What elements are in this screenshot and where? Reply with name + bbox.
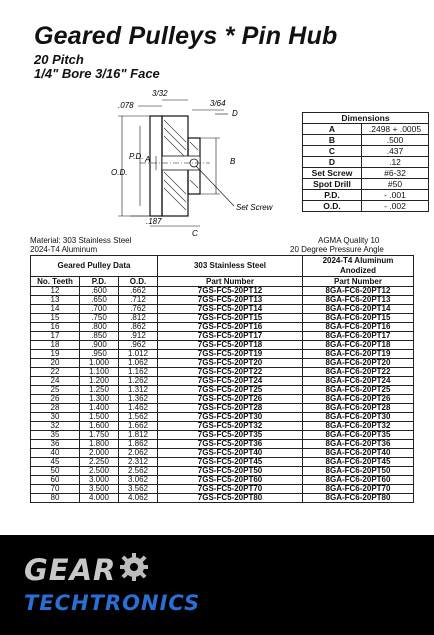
steel-part-cell: 7GS-FC5-20PT28	[158, 404, 303, 413]
dimension-row	[303, 124, 429, 135]
pd-cell: .750	[80, 314, 119, 323]
steel-part-cell: 7GS-FC5-20PT15	[158, 314, 303, 323]
dimension-key: C	[303, 146, 362, 157]
aluminum-part-cell: 8GA-FC6-20PT22	[303, 368, 414, 377]
pd-cell: 1.250	[80, 386, 119, 395]
table-row	[31, 494, 414, 503]
teeth-cell: 13	[31, 296, 80, 305]
teeth-cell: 45	[31, 458, 80, 467]
dimension-key: Spot Drill	[303, 179, 362, 190]
steel-part-cell: 7GS-FC5-20PT40	[158, 449, 303, 458]
teeth-cell: 25	[31, 386, 80, 395]
dimension-row	[303, 157, 429, 168]
teeth-cell: 17	[31, 332, 80, 341]
dimensions-title: Dimensions	[303, 113, 429, 124]
pd-cell: 4.000	[80, 494, 119, 503]
od-cell: 1.162	[119, 368, 158, 377]
col-header-part-steel: Part Number	[158, 277, 303, 287]
teeth-cell: 12	[31, 287, 80, 296]
col-header-pd: P.D.	[80, 277, 119, 287]
steel-part-cell: 7GS-FC5-20PT32	[158, 422, 303, 431]
od-cell: 2.562	[119, 467, 158, 476]
dimension-row	[303, 201, 429, 212]
pd-cell: .650	[80, 296, 119, 305]
dimension-key: Set Screw	[303, 168, 362, 179]
steel-part-cell: 7GS-FC5-20PT17	[158, 332, 303, 341]
dimension-value: .2498 + .0005	[362, 124, 429, 135]
dimension-key: A	[303, 124, 362, 135]
dimension-value: .437	[362, 146, 429, 157]
gear-icon	[120, 553, 148, 581]
aluminum-part-cell: 8GA-FC6-20PT24	[303, 377, 414, 386]
steel-part-cell: 7GS-FC5-20PT70	[158, 485, 303, 494]
aluminum-part-cell: 8GA-FC6-20PT13	[303, 296, 414, 305]
pd-cell: 3.500	[80, 485, 119, 494]
steel-part-cell: 7GS-FC5-20PT80	[158, 494, 303, 503]
pd-cell: 1.600	[80, 422, 119, 431]
od-cell: 1.462	[119, 404, 158, 413]
pd-cell: .850	[80, 332, 119, 341]
pd-cell: 1.800	[80, 440, 119, 449]
page-title: Geared Pulleys * Pin Hub	[34, 22, 338, 50]
pd-cell: 1.000	[80, 359, 119, 368]
od-cell: 2.062	[119, 449, 158, 458]
aluminum-part-cell: 8GA-FC6-20PT25	[303, 386, 414, 395]
teeth-cell: 80	[31, 494, 80, 503]
od-cell: 1.862	[119, 440, 158, 449]
aluminum-part-cell: 8GA-FC6-20PT45	[303, 458, 414, 467]
teeth-cell: 40	[31, 449, 80, 458]
aluminum-part-cell: 8GA-FC6-20PT30	[303, 413, 414, 422]
steel-part-cell: 7GS-FC5-20PT35	[158, 431, 303, 440]
dim-3-64: 3/64	[210, 99, 226, 108]
steel-part-cell: 7GS-FC5-20PT60	[158, 476, 303, 485]
teeth-cell: 20	[31, 359, 80, 368]
od-cell: 3.062	[119, 476, 158, 485]
aluminum-part-cell: 8GA-FC6-20PT14	[303, 305, 414, 314]
steel-part-cell: 7GS-FC5-20PT26	[158, 395, 303, 404]
material-note: Material: 303 Stainless Steel	[30, 236, 132, 245]
dimension-key: O.D.	[303, 201, 362, 212]
pulley-table	[30, 255, 414, 503]
teeth-cell: 70	[31, 485, 80, 494]
steel-part-cell: 7GS-FC5-20PT20	[158, 359, 303, 368]
aluminum-part-cell: 8GA-FC6-20PT80	[303, 494, 414, 503]
label-d: D	[232, 109, 238, 118]
steel-part-cell: 7GS-FC5-20PT45	[158, 458, 303, 467]
teeth-cell: 60	[31, 476, 80, 485]
label-set-screw: Set Screw	[236, 203, 273, 212]
dim-078: .078	[118, 101, 134, 110]
dimension-key: B	[303, 135, 362, 146]
teeth-cell: 28	[31, 404, 80, 413]
od-cell: .862	[119, 323, 158, 332]
steel-part-cell: 7GS-FC5-20PT14	[158, 305, 303, 314]
od-cell: .962	[119, 341, 158, 350]
dimension-key: P.D.	[303, 190, 362, 201]
dimension-row	[303, 135, 429, 146]
teeth-cell: 36	[31, 440, 80, 449]
dimension-value: .12	[362, 157, 429, 168]
dimension-row	[303, 190, 429, 201]
steel-part-cell: 7GS-FC5-20PT19	[158, 350, 303, 359]
teeth-cell: 24	[31, 377, 80, 386]
aluminum-part-cell: 8GA-FC6-20PT26	[303, 395, 414, 404]
label-a: A	[145, 155, 151, 164]
footer-logo-band	[0, 535, 434, 635]
aluminum-part-cell: 8GA-FC6-20PT18	[303, 341, 414, 350]
aluminum-part-cell: 8GA-FC6-20PT15	[303, 314, 414, 323]
dim-3-32: 3/32	[152, 89, 168, 98]
steel-part-cell: 7GS-FC5-20PT30	[158, 413, 303, 422]
steel-part-cell: 7GS-FC5-20PT25	[158, 386, 303, 395]
aluminum-part-cell: 8GA-FC6-20PT36	[303, 440, 414, 449]
od-cell: 1.062	[119, 359, 158, 368]
pd-cell: 3.000	[80, 476, 119, 485]
pd-cell: .950	[80, 350, 119, 359]
teeth-cell: 15	[31, 314, 80, 323]
pd-cell: .700	[80, 305, 119, 314]
label-pd: P.D.	[129, 152, 144, 161]
od-cell: 1.262	[119, 377, 158, 386]
aluminum-part-cell: 8GA-FC6-20PT28	[303, 404, 414, 413]
teeth-cell: 35	[31, 431, 80, 440]
od-cell: 1.662	[119, 422, 158, 431]
set-screw-leader	[196, 166, 234, 206]
od-cell: 3.562	[119, 485, 158, 494]
teeth-cell: 16	[31, 323, 80, 332]
steel-part-cell: 7GS-FC5-20PT13	[158, 296, 303, 305]
teeth-cell: 50	[31, 467, 80, 476]
steel-part-cell: 7GS-FC5-20PT50	[158, 467, 303, 476]
steel-part-cell: 7GS-FC5-20PT18	[158, 341, 303, 350]
pd-cell: .900	[80, 341, 119, 350]
dimension-value: - .001	[362, 190, 429, 201]
dimension-value: #6-32	[362, 168, 429, 179]
od-cell: .712	[119, 296, 158, 305]
pd-cell: 1.750	[80, 431, 119, 440]
group-header-data: Geared Pulley Data	[31, 256, 158, 277]
od-cell: 2.312	[119, 458, 158, 467]
bore-face-subtitle: 1/4" Bore 3/16" Face	[34, 66, 160, 81]
group-header-steel: 303 Stainless Steel	[158, 256, 303, 277]
pd-cell: 2.250	[80, 458, 119, 467]
label-c: C	[192, 229, 198, 236]
steel-part-cell: 7GS-FC5-20PT16	[158, 323, 303, 332]
aluminum-part-cell: 8GA-FC6-20PT12	[303, 287, 414, 296]
od-cell: .812	[119, 314, 158, 323]
dimension-row	[303, 146, 429, 157]
dimension-row	[303, 168, 429, 179]
aluminum-part-cell: 8GA-FC6-20PT16	[303, 323, 414, 332]
aluminum-part-cell: 8GA-FC6-20PT20	[303, 359, 414, 368]
pulley-drawing	[100, 86, 290, 236]
aluminum-part-cell: 8GA-FC6-20PT35	[303, 431, 414, 440]
aluminum-part-cell: 8GA-FC6-20PT70	[303, 485, 414, 494]
aluminum-part-cell: 8GA-FC6-20PT50	[303, 467, 414, 476]
dimension-value: .500	[362, 135, 429, 146]
pd-cell: .600	[80, 287, 119, 296]
od-cell: 1.012	[119, 350, 158, 359]
od-cell: .912	[119, 332, 158, 341]
od-cell: 1.812	[119, 431, 158, 440]
logo-gear-text: GEAR	[24, 553, 117, 587]
od-cell: .662	[119, 287, 158, 296]
dimension-row	[303, 179, 429, 190]
dimension-value: #50	[362, 179, 429, 190]
pd-cell: 1.300	[80, 395, 119, 404]
pd-cell: 1.100	[80, 368, 119, 377]
teeth-cell: 22	[31, 368, 80, 377]
steel-part-cell: 7GS-FC5-20PT36	[158, 440, 303, 449]
dim-187: .187	[146, 217, 162, 226]
pd-cell: 1.500	[80, 413, 119, 422]
od-cell: .762	[119, 305, 158, 314]
pd-cell: 1.200	[80, 377, 119, 386]
material-note-2: 2024-T4 Aluminum	[30, 245, 98, 254]
pd-cell: 1.400	[80, 404, 119, 413]
col-header-od: O.D.	[119, 277, 158, 287]
steel-part-cell: 7GS-FC5-20PT22	[158, 368, 303, 377]
dimension-value: - .002	[362, 201, 429, 212]
teeth-cell: 14	[31, 305, 80, 314]
aluminum-part-cell: 8GA-FC6-20PT40	[303, 449, 414, 458]
od-cell: 4.062	[119, 494, 158, 503]
pitch-subtitle: 20 Pitch	[34, 52, 84, 67]
teeth-cell: 19	[31, 350, 80, 359]
aluminum-part-cell: 8GA-FC6-20PT32	[303, 422, 414, 431]
agma-note: AGMA Quality 10	[318, 236, 380, 245]
col-header-teeth: No. Teeth	[31, 277, 80, 287]
od-cell: 1.312	[119, 386, 158, 395]
aluminum-part-cell: 8GA-FC6-20PT17	[303, 332, 414, 341]
aluminum-part-cell: 8GA-FC6-20PT60	[303, 476, 414, 485]
pd-cell: .800	[80, 323, 119, 332]
group-header-aluminum: 2024-T4 Aluminum Anodized	[303, 256, 414, 277]
od-cell: 1.562	[119, 413, 158, 422]
teeth-cell: 30	[31, 413, 80, 422]
dimension-key: D	[303, 157, 362, 168]
label-b: B	[230, 157, 236, 166]
aluminum-part-cell: 8GA-FC6-20PT19	[303, 350, 414, 359]
logo-techtronics-text: TECHTRONICS	[24, 591, 201, 615]
pressure-angle-note: 20 Degree Pressure Angle	[290, 245, 384, 254]
teeth-cell: 26	[31, 395, 80, 404]
pd-cell: 2.000	[80, 449, 119, 458]
col-header-part-aluminum: Part Number	[303, 277, 414, 287]
teeth-cell: 32	[31, 422, 80, 431]
steel-part-cell: 7GS-FC5-20PT24	[158, 377, 303, 386]
dimensions-table	[302, 112, 429, 212]
od-cell: 1.362	[119, 395, 158, 404]
pd-cell: 2.500	[80, 467, 119, 476]
label-od: O.D.	[111, 168, 128, 177]
teeth-cell: 18	[31, 341, 80, 350]
steel-part-cell: 7GS-FC5-20PT12	[158, 287, 303, 296]
